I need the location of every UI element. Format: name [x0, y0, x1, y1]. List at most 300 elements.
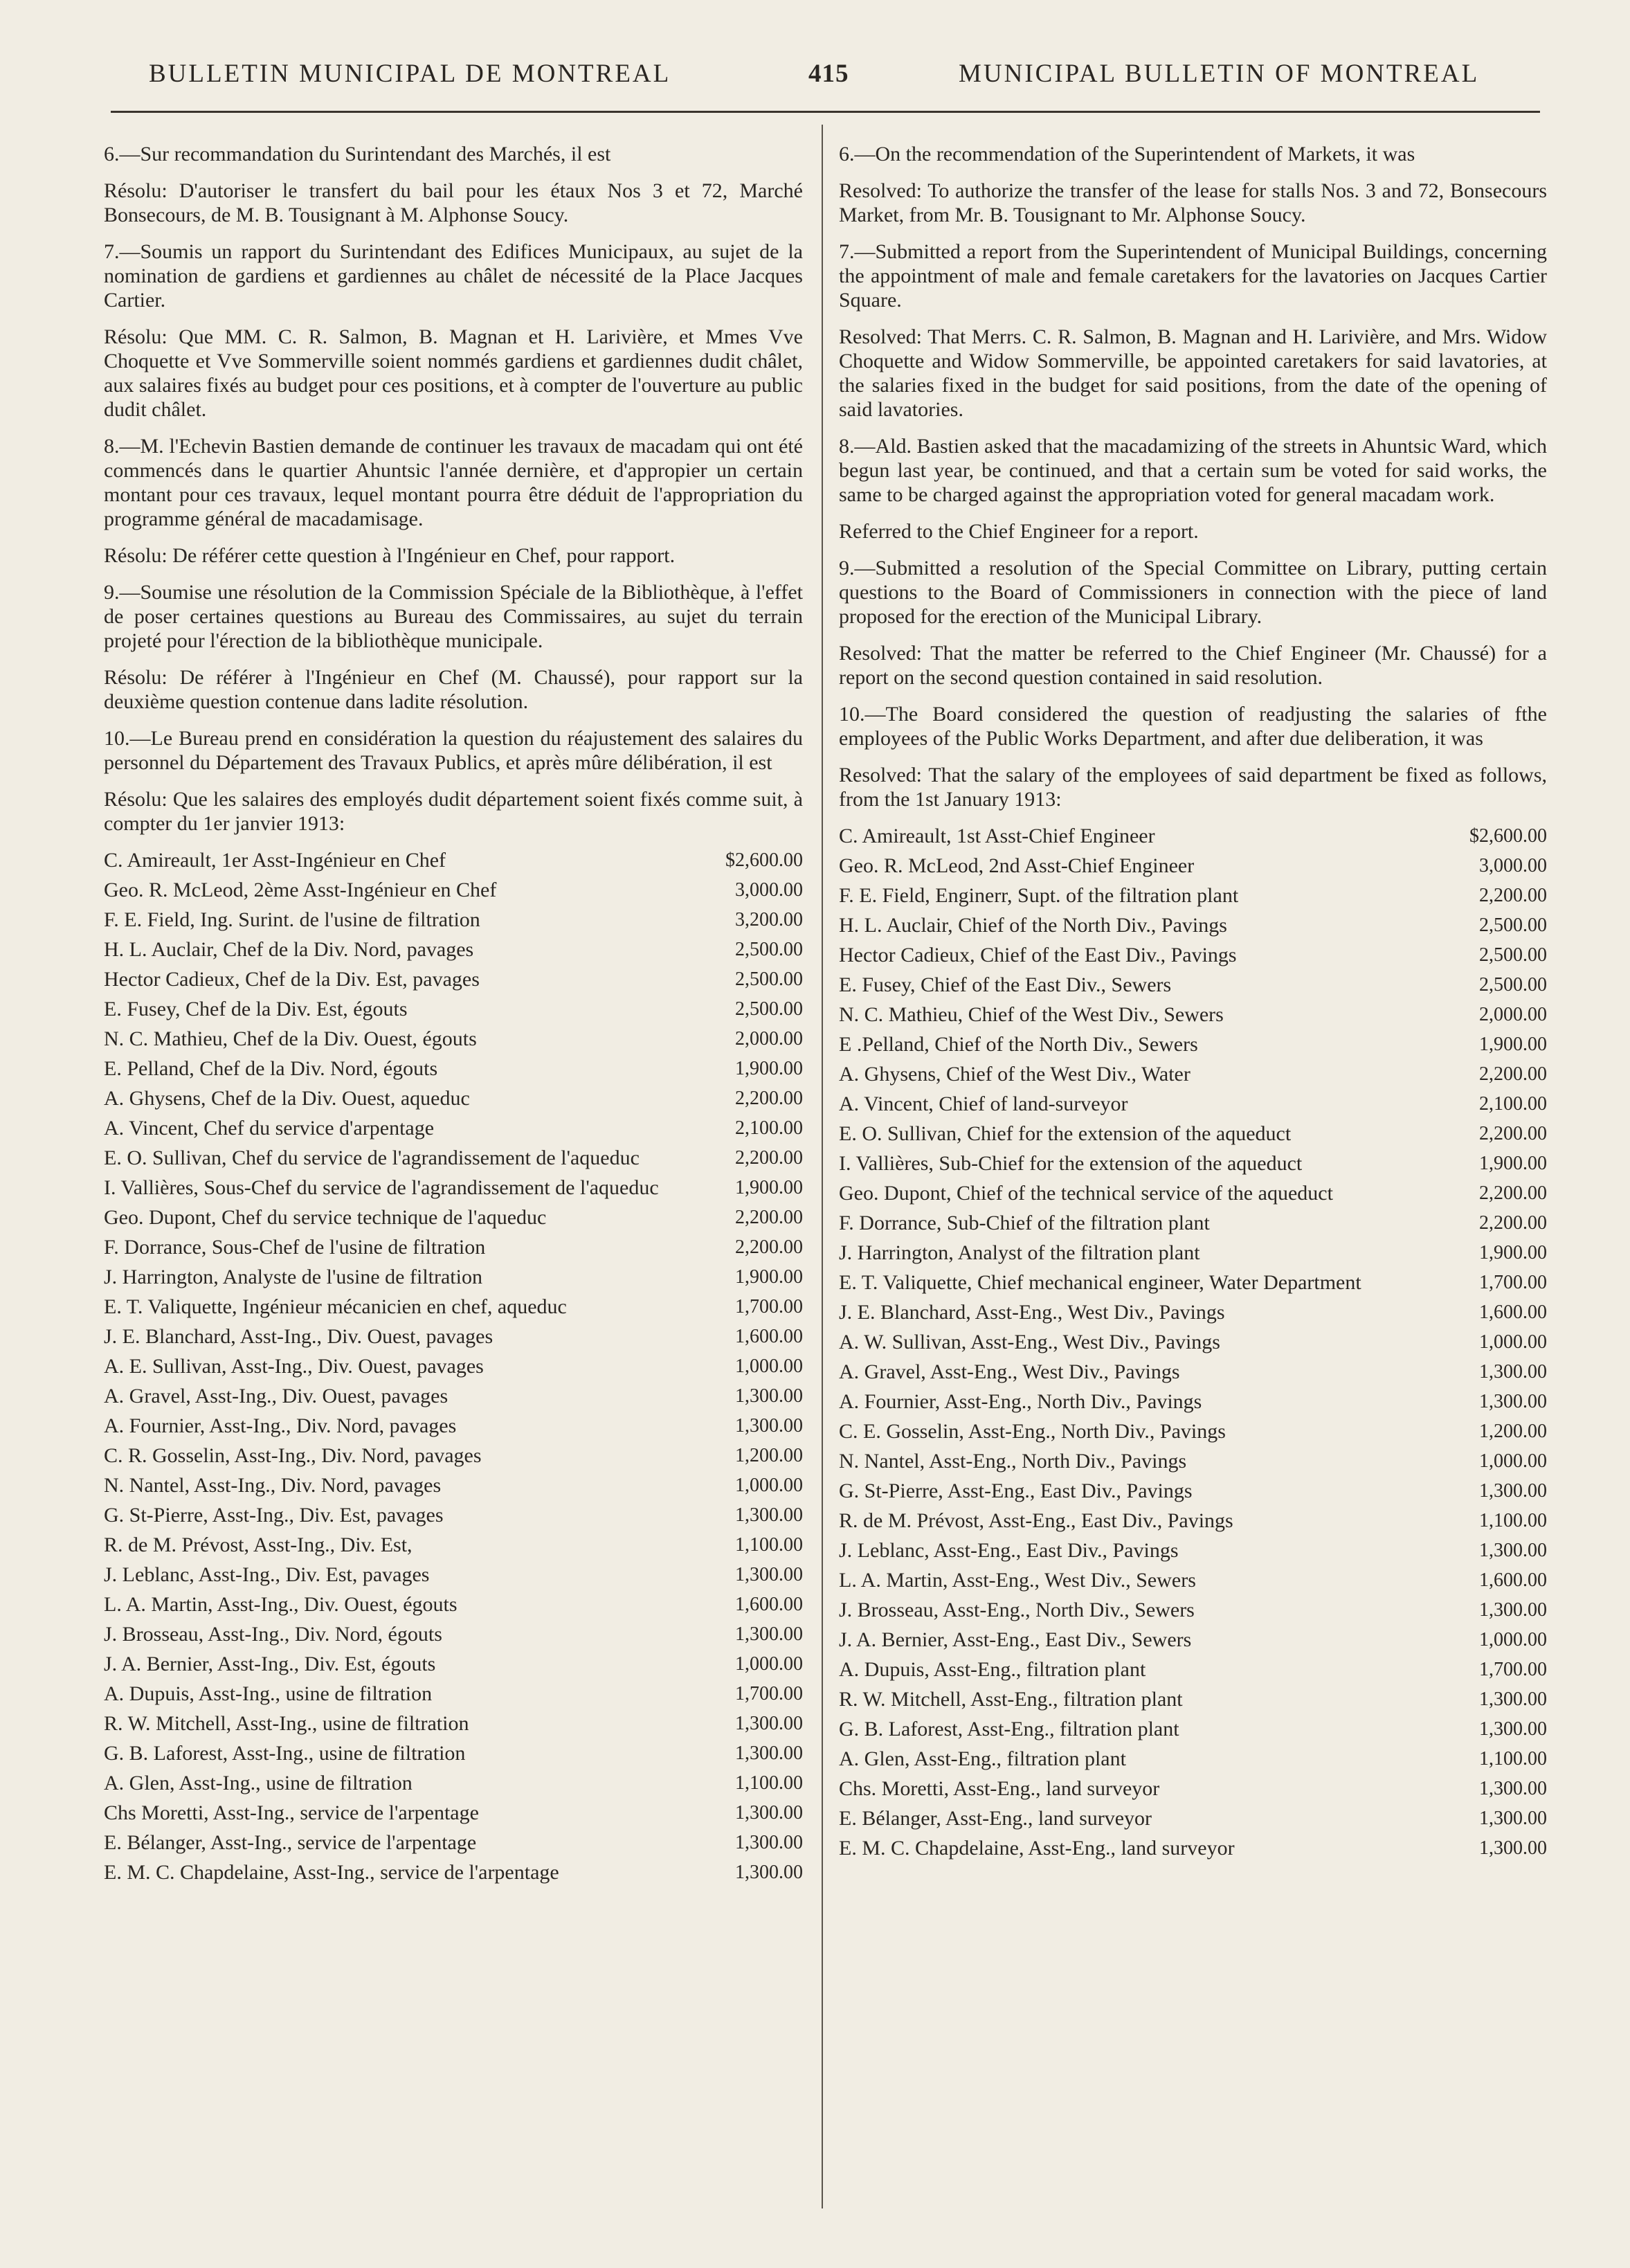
salary-row	[104, 1265, 803, 1290]
employee-name	[104, 1741, 699, 1766]
employee-name	[839, 1002, 1454, 1027]
salary-amount: 1,300.00	[1479, 1540, 1547, 1561]
employee-name-text: J. Brosseau, Asst-Ing., Div. Nord, égouts	[104, 1623, 442, 1646]
employee-name	[839, 1181, 1454, 1206]
employee-name-text: R. W. Mitchell, Asst-Ing., usine de filtration	[104, 1712, 469, 1735]
salary-row	[839, 1211, 1547, 1236]
salary-row	[104, 848, 803, 873]
employee-name	[839, 1657, 1454, 1682]
employee-name-text: R. de M. Prévost, Asst-Eng., East Div., Pavings	[839, 1509, 1233, 1532]
employee-name	[104, 1116, 699, 1141]
employee-name-text: E. M. C. Chapdelaine, Asst-Eng., land surveyor	[839, 1837, 1235, 1860]
salary-row	[104, 1205, 803, 1230]
employee-name-text: E. Fusey, Chef de la Div. Est, égouts	[104, 998, 408, 1020]
salary-amount: 1,300.00	[735, 1713, 803, 1734]
employee-name	[839, 854, 1454, 879]
employee-name-text: J. Leblanc, Asst-Eng., East Div., Pavings	[839, 1539, 1179, 1562]
employee-name-text: E .Pelland, Chief of the North Div., Sewers	[839, 1033, 1198, 1056]
salary-row	[104, 1830, 803, 1855]
employee-name-text: C. Amireault, 1er Asst-Ingénieur en Chef	[104, 849, 446, 872]
employee-name	[839, 973, 1454, 998]
salary-amount: 1,900.00	[1479, 1242, 1547, 1263]
salary-row	[104, 1176, 803, 1200]
employee-name-text: A. Fournier, Asst-Eng., North Div., Pavings	[839, 1390, 1202, 1413]
salary-amount: 1,700.00	[1479, 1272, 1547, 1293]
salary-row	[839, 824, 1547, 849]
employee-name-text: A. Dupuis, Asst-Eng., filtration plant	[839, 1658, 1146, 1681]
salary-amount: 1,300.00	[735, 1564, 803, 1585]
salary-row	[839, 1122, 1547, 1146]
salary-amount: 1,100.00	[735, 1772, 803, 1794]
salary-amount: 1,300.00	[1479, 1778, 1547, 1799]
english-paragraphs	[839, 142, 1547, 811]
salary-row	[104, 1086, 803, 1111]
employee-name	[104, 1265, 699, 1290]
employee-name-text: J. A. Bernier, Asst-Ing., Div. Est, égouts	[104, 1653, 436, 1675]
employee-name	[839, 1538, 1454, 1563]
salary-row	[839, 1389, 1547, 1414]
employee-name-text: A. Glen, Asst-Ing., usine de filtration	[104, 1772, 413, 1794]
salary-amount: 2,500.00	[735, 939, 803, 960]
employee-name-text: J. Leblanc, Asst-Ing., Div. Est, pavages	[104, 1563, 430, 1586]
salary-amount: 1,100.00	[735, 1534, 803, 1556]
employee-name	[104, 1771, 699, 1796]
salary-amount: 2,200.00	[1479, 1123, 1547, 1144]
salary-amount: 1,300.00	[1479, 1480, 1547, 1502]
salary-amount: 1,300.00	[1479, 1837, 1547, 1859]
salary-row	[104, 1354, 803, 1379]
employee-name	[104, 1235, 699, 1260]
employee-name	[104, 908, 699, 933]
employee-name-text: J. A. Bernier, Asst-Eng., East Div., Sewers	[839, 1628, 1192, 1651]
paragraph: 8.—Ald. Bastien asked that the macadamizing of the streets in Ahuntsic Ward, which begun last year, be continued, and that a certain sum be voted for said works, the same to be charged against the appropriation voted for general macadam work.	[839, 435, 1547, 506]
employee-name	[104, 1563, 699, 1587]
salary-row	[839, 1568, 1547, 1593]
employee-name-text: L. A. Martin, Asst-Eng., West Div., Sewers	[839, 1569, 1196, 1592]
employee-name	[839, 1270, 1454, 1295]
page-number: 415	[808, 60, 849, 88]
employee-name-text: E. T. Valiquette, Chief mechanical engineer, Water Department	[839, 1271, 1361, 1294]
employee-name-text: G. B. Laforest, Asst-Ing., usine de filtration	[104, 1742, 466, 1765]
employee-name	[839, 1062, 1454, 1087]
employee-name	[104, 1414, 699, 1439]
employee-name	[104, 1503, 699, 1528]
salary-row	[839, 943, 1547, 968]
salary-amount: 2,000.00	[1479, 1004, 1547, 1025]
salary-row	[839, 1687, 1547, 1712]
salary-row	[104, 1235, 803, 1260]
employee-name-text: G. B. Laforest, Asst-Eng., filtration plant	[839, 1718, 1179, 1740]
employee-name	[839, 1628, 1454, 1653]
salary-row	[839, 1300, 1547, 1325]
salary-amount: 1,300.00	[1479, 1361, 1547, 1383]
employee-name	[104, 1443, 699, 1468]
salary-row	[104, 1652, 803, 1677]
salary-row	[839, 973, 1547, 998]
employee-name-text: J. Harrington, Analyst of the filtration plant	[839, 1241, 1200, 1264]
english-salary-table	[839, 824, 1547, 1861]
employee-name	[104, 1324, 699, 1349]
employee-name-text: J. E. Blanchard, Asst-Ing., Div. Ouest, pavages	[104, 1325, 493, 1348]
salary-amount: 2,500.00	[1479, 944, 1547, 966]
paragraph: Resolved: To authorize the transfer of the lease for stalls Nos. 3 and 72, Bonsecours Market, from Mr. B. Tousignant to Mr. Alphonse Soucy.	[839, 179, 1547, 226]
employee-name-text: E. Bélanger, Asst-Ing., service de l'arpentage	[104, 1831, 477, 1854]
employee-name-text: A. W. Sullivan, Asst-Eng., West Div., Pavings	[839, 1331, 1220, 1353]
employee-name-text: Geo. Dupont, Chef du service technique de l'aqueduc	[104, 1206, 547, 1229]
employee-name	[839, 1389, 1454, 1414]
employee-name-text: R. de M. Prévost, Asst-Ing., Div. Est,	[104, 1533, 413, 1556]
salary-amount: 1,600.00	[735, 1594, 803, 1615]
employee-name-text: N. C. Mathieu, Chef de la Div. Ouest, égouts	[104, 1027, 477, 1050]
employee-name-text: A. Fournier, Asst-Ing., Div. Nord, pavages	[104, 1414, 457, 1437]
employee-name	[839, 1092, 1454, 1117]
salary-amount: 2,000.00	[735, 1028, 803, 1050]
paragraph: Résolu: De référer à l'Ingénieur en Chef (M. Chaussé), pour rapport sur la deuxième question contenue dans ladite résolution.	[104, 666, 803, 713]
employee-name-text: J. Harrington, Analyste de l'usine de filtration	[104, 1266, 482, 1288]
employee-name-text: E. T. Valiquette, Ingénieur mécanicien en chef, aqueduc	[104, 1295, 567, 1318]
paragraph: Resolved: That Merrs. C. R. Salmon, B. Magnan and H. Larivière, and Mrs. Widow Choquette and Widow Sommerville, be appointed caretakers for said lavatories, at the salaries fixed in the budget for said positions, from the date of the opening of said lavatories.	[839, 325, 1547, 421]
salary-row	[104, 1443, 803, 1468]
salary-row	[104, 1563, 803, 1587]
salary-amount: 1,300.00	[1479, 1718, 1547, 1740]
employee-name-text: J. Brosseau, Asst-Eng., North Div., Sewers	[839, 1599, 1195, 1621]
salary-amount: 2,100.00	[1479, 1093, 1547, 1115]
employee-name-text: J. E. Blanchard, Asst-Eng., West Div., Pavings	[839, 1301, 1225, 1324]
employee-name-text: E. M. C. Chapdelaine, Asst-Ing., service de l'arpentage	[104, 1861, 559, 1884]
header-title-french: BULLETIN MUNICIPAL DE MONTREAL	[149, 60, 671, 88]
salary-row	[839, 1538, 1547, 1563]
salary-row	[839, 1479, 1547, 1504]
employee-name-text: R. W. Mitchell, Asst-Eng., filtration plant	[839, 1688, 1183, 1711]
employee-name	[104, 937, 699, 962]
salary-row	[104, 1801, 803, 1826]
employee-name	[839, 943, 1454, 968]
employee-name	[839, 1419, 1454, 1444]
employee-name-text: F. Dorrance, Sub-Chief of the filtration plant	[839, 1212, 1210, 1234]
salary-row	[839, 1151, 1547, 1176]
salary-amount: 2,200.00	[735, 1207, 803, 1228]
salary-row	[104, 1414, 803, 1439]
employee-name	[104, 1205, 699, 1230]
paragraph: Referred to the Chief Engineer for a report.	[839, 520, 1199, 543]
employee-name	[104, 1384, 699, 1409]
salary-amount: 1,000.00	[1479, 1629, 1547, 1650]
paragraph: Résolu: De référer cette question à l'Ingénieur en Chef, pour rapport.	[104, 544, 676, 567]
employee-name-text: E. O. Sullivan, Chef du service de l'agrandissement de l'aqueduc	[104, 1146, 640, 1169]
employee-name	[839, 1032, 1454, 1057]
salary-amount: $2,600.00	[725, 849, 803, 871]
salary-amount: 1,000.00	[1479, 1450, 1547, 1472]
salary-amount: 1,200.00	[735, 1445, 803, 1466]
employee-name	[839, 1122, 1454, 1146]
salary-amount: 2,500.00	[1479, 915, 1547, 936]
employee-name-text: A. Ghysens, Chief of the West Div., Water	[839, 1063, 1190, 1086]
salary-amount: 1,000.00	[735, 1653, 803, 1675]
salary-amount: 1,900.00	[735, 1177, 803, 1198]
salary-row	[104, 1622, 803, 1647]
salary-amount: 1,300.00	[735, 1832, 803, 1853]
salary-row	[839, 1449, 1547, 1474]
employee-name	[839, 1776, 1454, 1801]
salary-amount: 1,000.00	[735, 1475, 803, 1496]
employee-name	[104, 1801, 699, 1826]
employee-name	[839, 1509, 1454, 1533]
salary-row	[839, 1419, 1547, 1444]
salary-row	[104, 1682, 803, 1707]
employee-name-text: Geo. Dupont, Chief of the technical service of the aqueduct	[839, 1182, 1333, 1205]
salary-row	[104, 1741, 803, 1766]
employee-name-text: F. E. Field, Ing. Surint. de l'usine de filtration	[104, 908, 480, 931]
paragraph: Resolved: That the matter be referred to the Chief Engineer (Mr. Chaussé) for a report on the second question contained in said resolution.	[839, 642, 1547, 689]
employee-name	[104, 1711, 699, 1736]
salary-row	[104, 1056, 803, 1081]
salary-row	[839, 1628, 1547, 1653]
header-rule	[111, 111, 1540, 113]
salary-amount: 1,300.00	[735, 1385, 803, 1407]
employee-name	[839, 883, 1454, 908]
employee-name-text: H. L. Auclair, Chief of the North Div., Pavings	[839, 914, 1227, 937]
salary-row	[839, 1776, 1547, 1801]
paragraph: 6.—On the recommendation of the Superintendent of Markets, it was	[839, 143, 1415, 165]
employee-name-text: L. A. Martin, Asst-Ing., Div. Ouest, égouts	[104, 1593, 458, 1616]
salary-row	[104, 878, 803, 903]
employee-name	[839, 1330, 1454, 1355]
employee-name	[104, 1533, 699, 1558]
employee-name-text: C. R. Gosselin, Asst-Ing., Div. Nord, pavages	[104, 1444, 482, 1467]
salary-amount: 2,200.00	[1479, 1182, 1547, 1204]
employee-name	[104, 1027, 699, 1052]
salary-row	[839, 1657, 1547, 1682]
employee-name	[104, 1086, 699, 1111]
employee-name-text: A. E. Sullivan, Asst-Ing., Div. Ouest, pavages	[104, 1355, 484, 1378]
salary-row	[104, 967, 803, 992]
employee-name-text: A. Vincent, Chief of land-surveyor	[839, 1092, 1128, 1115]
salary-amount: 1,300.00	[1479, 1808, 1547, 1829]
salary-amount: 1,100.00	[1479, 1748, 1547, 1770]
salary-amount: 2,200.00	[1479, 1212, 1547, 1234]
employee-name	[104, 1146, 699, 1171]
paragraph: 7.—Submitted a report from the Superintendent of Municipal Buildings, concerning the appointment of male and female caretakers for the lavatories on Jacques Cartier Square.	[839, 240, 1547, 312]
employee-name	[839, 1360, 1454, 1385]
salary-row	[839, 1717, 1547, 1742]
employee-name-text: A. Ghysens, Chef de la Div. Ouest, aqueduc	[104, 1087, 470, 1110]
employee-name-text: E. Bélanger, Asst-Eng., land surveyor	[839, 1807, 1152, 1830]
employee-name-text: N. Nantel, Asst-Eng., North Div., Pavings	[839, 1450, 1187, 1473]
employee-name	[839, 1479, 1454, 1504]
employee-name	[104, 878, 699, 903]
salary-amount: $2,600.00	[1469, 825, 1547, 847]
employee-name	[839, 824, 1454, 849]
paragraph: 8.—M. l'Echevin Bastien demande de continuer les travaux de macadam qui ont été commencés dans le quartier Ahuntsic l'année dernière, et d'appropier un certain montant pour ces travaux, lequel montant pourra être déduit de l'appropriation du programme général de macadamisage.	[104, 435, 803, 530]
employee-name-text: F. E. Field, Enginerr, Supt. of the filtration plant	[839, 884, 1239, 907]
employee-name	[839, 913, 1454, 938]
salary-amount: 2,200.00	[735, 1147, 803, 1169]
employee-name-text: Geo. R. McLeod, 2ème Asst-Ingénieur en Chef	[104, 879, 497, 901]
salary-amount: 1,300.00	[1479, 1689, 1547, 1710]
salary-amount: 1,700.00	[735, 1296, 803, 1317]
employee-name-text: Geo. R. McLeod, 2nd Asst-Chief Engineer	[839, 854, 1195, 877]
salary-amount: 2,100.00	[735, 1117, 803, 1139]
salary-amount: 1,300.00	[735, 1504, 803, 1526]
employee-name	[839, 1598, 1454, 1623]
employee-name	[104, 1473, 699, 1498]
employee-name-text: H. L. Auclair, Chef de la Div. Nord, pavages	[104, 938, 474, 961]
employee-name	[104, 1295, 699, 1320]
salary-row	[104, 908, 803, 933]
salary-row	[104, 1860, 803, 1885]
salary-row	[839, 1270, 1547, 1295]
employee-name	[104, 1592, 699, 1617]
employee-name-text: C. E. Gosselin, Asst-Eng., North Div., Pavings	[839, 1420, 1226, 1443]
salary-row	[839, 854, 1547, 879]
paragraph: 10.—Le Bureau prend en considération la question du réajustement des salaires du personnel du Département des Travaux Publics, et après mûre délibération, il est	[104, 727, 803, 774]
salary-row	[104, 1116, 803, 1141]
salary-amount: 2,500.00	[735, 998, 803, 1020]
employee-name	[839, 1836, 1454, 1861]
salary-row	[839, 1002, 1547, 1027]
salary-row	[839, 1181, 1547, 1206]
salary-row	[104, 1771, 803, 1796]
employee-name	[104, 1622, 699, 1647]
salary-amount: 1,300.00	[735, 1802, 803, 1824]
paragraph: 7.—Soumis un rapport du Surintendant des Edifices Municipaux, au sujet de la nomination de gardiens et gardiennes au châlet de nécessité de la Place Jacques Cartier.	[104, 240, 803, 312]
salary-amount: 1,900.00	[1479, 1153, 1547, 1174]
salary-amount: 1,000.00	[1479, 1331, 1547, 1353]
salary-row	[839, 1509, 1547, 1533]
salary-amount: 1,200.00	[1479, 1421, 1547, 1442]
french-salary-table	[104, 848, 803, 1885]
employee-name-text: G. St-Pierre, Asst-Eng., East Div., Pavings	[839, 1479, 1193, 1502]
salary-amount: 2,200.00	[1479, 1063, 1547, 1085]
employee-name	[839, 1211, 1454, 1236]
column-divider	[822, 125, 823, 2208]
salary-amount: 1,300.00	[735, 1623, 803, 1645]
salary-row	[104, 937, 803, 962]
salary-amount: 2,500.00	[735, 969, 803, 990]
employee-name	[839, 1747, 1454, 1772]
salary-amount: 1,300.00	[735, 1415, 803, 1437]
salary-row	[839, 1062, 1547, 1087]
employee-name-text: C. Amireault, 1st Asst-Chief Engineer	[839, 825, 1155, 847]
salary-amount: 1,900.00	[735, 1058, 803, 1079]
salary-row	[104, 1146, 803, 1171]
employee-name-text: Hector Cadieux, Chef de la Div. Est, pavages	[104, 968, 480, 991]
salary-row	[104, 1324, 803, 1349]
salary-amount: 3,200.00	[735, 909, 803, 930]
header-title-english: MUNICIPAL BULLETIN OF MONTREAL	[959, 60, 1480, 88]
employee-name-text: E. Pelland, Chef de la Div. Nord, égouts	[104, 1057, 438, 1080]
employee-name	[839, 1449, 1454, 1474]
salary-amount: 1,600.00	[1479, 1302, 1547, 1323]
employee-name-text: F. Dorrance, Sous-Chef de l'usine de filtration	[104, 1236, 486, 1259]
salary-amount: 1,300.00	[735, 1743, 803, 1764]
employee-name-text: I. Vallières, Sous-Chef du service de l'agrandissement de l'aqueduc	[104, 1176, 659, 1199]
french-paragraphs	[104, 142, 803, 836]
employee-name-text: A. Glen, Asst-Eng., filtration plant	[839, 1747, 1126, 1770]
employee-name	[839, 1300, 1454, 1325]
employee-name	[104, 1354, 699, 1379]
salary-row	[104, 1592, 803, 1617]
salary-row	[104, 1711, 803, 1736]
employee-name-text: N. Nantel, Asst-Ing., Div. Nord, pavages	[104, 1474, 442, 1497]
salary-amount: 1,000.00	[735, 1356, 803, 1377]
salary-row	[104, 1027, 803, 1052]
employee-name	[104, 1830, 699, 1855]
salary-amount: 1,600.00	[735, 1326, 803, 1347]
salary-amount: 1,700.00	[1479, 1659, 1547, 1680]
employee-name	[839, 1687, 1454, 1712]
employee-name	[104, 1652, 699, 1677]
salary-row	[104, 1473, 803, 1498]
salary-row	[104, 1295, 803, 1320]
salary-amount: 3,000.00	[1479, 855, 1547, 876]
salary-row	[104, 1503, 803, 1528]
salary-row	[839, 1360, 1547, 1385]
paragraph: Résolu: Que les salaires des employés dudit département soient fixés comme suit, à compter du 1er janvier 1913:	[104, 788, 803, 835]
paragraph: 10.—The Board considered the question of readjusting the salaries of fthe employees of the Public Works Department, and after due deliberation, it was	[839, 703, 1547, 750]
employee-name-text: A. Gravel, Asst-Eng., West Div., Pavings	[839, 1360, 1180, 1383]
employee-name-text: Chs. Moretti, Asst-Eng., land surveyor	[839, 1777, 1160, 1800]
salary-amount: 1,900.00	[1479, 1034, 1547, 1055]
employee-name	[104, 1682, 699, 1707]
salary-row	[839, 1747, 1547, 1772]
paragraph: 9.—Submitted a resolution of the Special Committee on Library, putting certain questions to the Board of Commissioners in connection with the piece of land proposed for the erection of the Municipal Library.	[839, 557, 1547, 628]
employee-name-text: G. St-Pierre, Asst-Ing., Div. Est, pavages	[104, 1504, 444, 1527]
employee-name	[104, 997, 699, 1022]
salary-amount: 1,700.00	[735, 1683, 803, 1704]
employee-name	[839, 1568, 1454, 1593]
employee-name-text: A. Dupuis, Asst-Ing., usine de filtration	[104, 1682, 433, 1705]
salary-row	[839, 1598, 1547, 1623]
employee-name-text: E. O. Sullivan, Chief for the extension of the aqueduct	[839, 1122, 1292, 1145]
salary-row	[104, 1384, 803, 1409]
employee-name-text: I. Vallières, Sub-Chief for the extension of the aqueduct	[839, 1152, 1303, 1175]
employee-name	[104, 967, 699, 992]
salary-row	[839, 1836, 1547, 1861]
salary-row	[839, 913, 1547, 938]
salary-amount: 1,300.00	[1479, 1391, 1547, 1412]
salary-row	[839, 1092, 1547, 1117]
salary-row	[839, 1806, 1547, 1831]
employee-name-text: E. Fusey, Chief of the East Div., Sewers	[839, 973, 1172, 996]
salary-row	[839, 1330, 1547, 1355]
salary-amount: 1,300.00	[1479, 1599, 1547, 1621]
employee-name	[104, 1176, 699, 1200]
salary-amount: 2,200.00	[1479, 885, 1547, 906]
employee-name	[839, 1241, 1454, 1266]
salary-row	[839, 1032, 1547, 1057]
employee-name	[104, 1056, 699, 1081]
paragraph: 9.—Soumise une résolution de la Commission Spéciale de la Bibliothèque, à l'effet de poser certaines questions au Bureau des Commissaires, au sujet du terrain projeté pour l'érection de la bibliothèque municipale.	[104, 581, 803, 652]
employee-name	[839, 1717, 1454, 1742]
salary-row	[839, 883, 1547, 908]
salary-amount: 1,900.00	[735, 1266, 803, 1288]
employee-name	[104, 848, 699, 873]
employee-name-text: A. Gravel, Asst-Ing., Div. Ouest, pavages	[104, 1385, 449, 1407]
employee-name-text: A. Vincent, Chef du service d'arpentage	[104, 1117, 435, 1140]
salary-amount: 1,100.00	[1479, 1510, 1547, 1531]
salary-row	[104, 1533, 803, 1558]
salary-amount: 2,200.00	[735, 1088, 803, 1109]
salary-amount: 1,600.00	[1479, 1569, 1547, 1591]
salary-amount: 1,300.00	[735, 1862, 803, 1883]
salary-amount: 2,200.00	[735, 1236, 803, 1258]
employee-name	[839, 1806, 1454, 1831]
paragraph: Résolu: D'autoriser le transfert du bail pour les étaux Nos 3 et 72, Marché Bonsecours, de M. B. Tousignant à M. Alphonse Soucy.	[104, 179, 803, 226]
salary-row	[839, 1241, 1547, 1266]
english-column	[839, 142, 1547, 1866]
employee-name-text: N. C. Mathieu, Chief of the West Div., Sewers	[839, 1003, 1224, 1026]
